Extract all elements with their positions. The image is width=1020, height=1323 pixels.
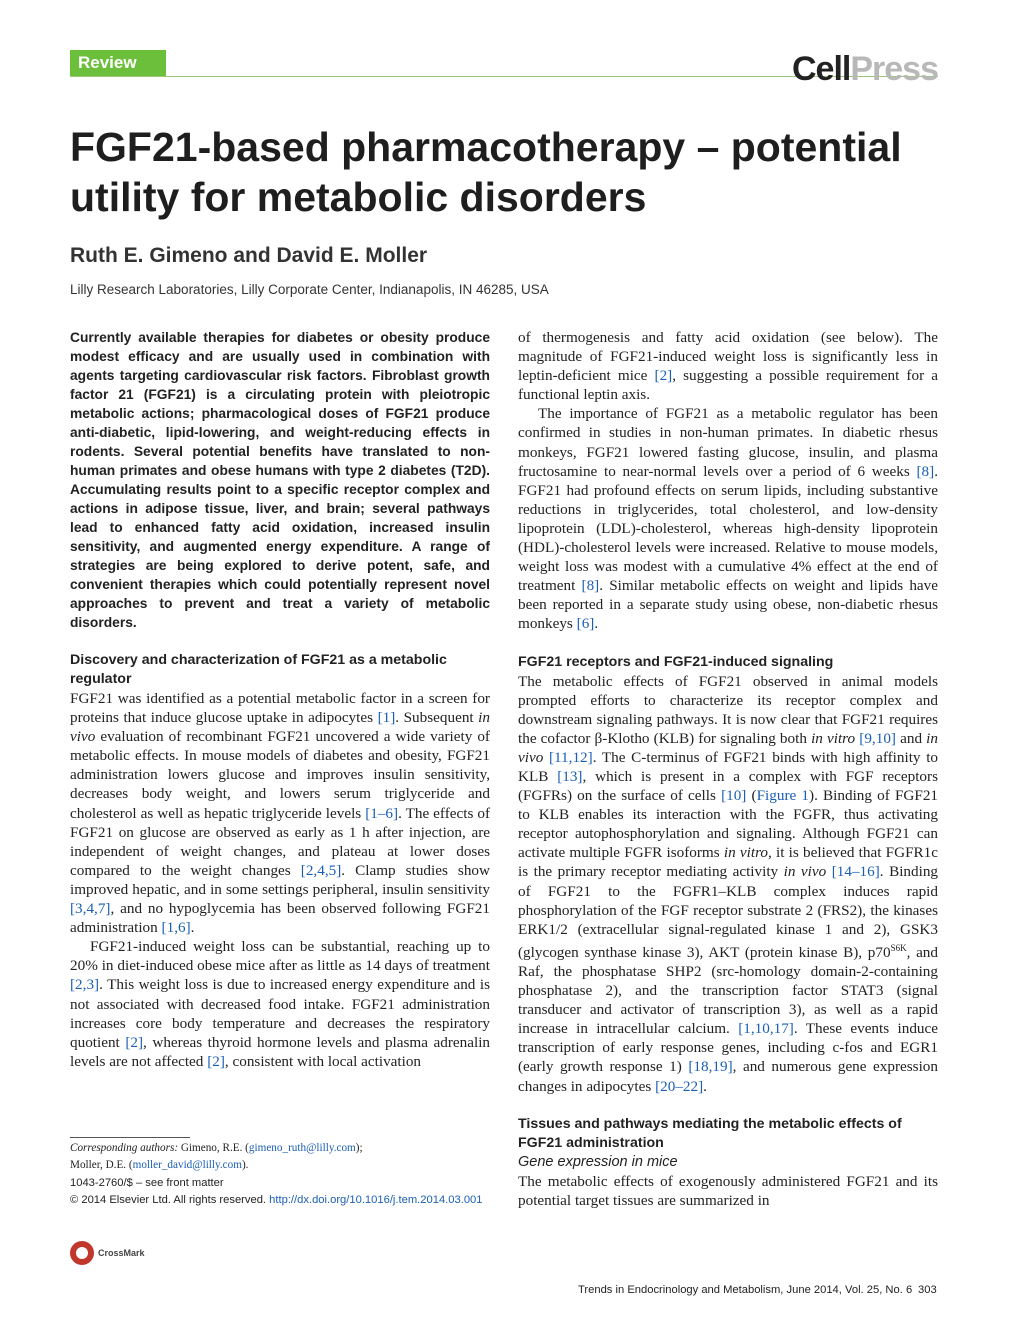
subsection-heading-gene-expression: Gene expression in mice (518, 1153, 678, 1170)
citation-link[interactable]: [2,3] (70, 976, 100, 994)
citation-link[interactable]: [20–22] (655, 1077, 704, 1095)
article-authors: Ruth E. Gimeno and David E. Moller (70, 244, 428, 267)
paragraph-receptors-1: The metabolic effects of FGF21 observed in animal models prompted efforts to characterize its receptor complex and downstream signaling pathways. It is now clear that FGF21 requires the cofactor β-Klotho (KLB) for signaling both in vitro [9,10] and in vivo [11,12]. The C-terminus of FGF21 binds with high affinity to KLB [13], which is present in a complex with FGF receptors (FGFRs) on the surface of cells [10] (Figure 1). Binding of FGF21 to KLB enables its interaction with the FGFR, thus activating receptor autophosphorylation and signaling. Although FGF21 can activate multiple FGFR isoforms in vitro, it is believed that FGFR1c is the primary receptor mediating activity in vivo [14–16]. Binding of FGF21 to the FGFR1–KLB complex induces rapid phosphorylation of the FGF receptor substrate 2 (FRS2), the kinases ERK1/2 (extracellular signal-regulated kinase 1 and 2), GSK3 (glycogen synthase kinase 3), AKT (protein kinase B), $p70^{S6K}$, and Raf, the phosphatase SHP2 (src-homology domain-2-containing phosphatase 2), and the transcription factor STAT3 (signal transducer and activator of transcription 3), as well as a rapid increase in intracellular calcium. [1,10,17]. These events induce transcription of early response genes, including c-fos and EGR1 (early growth response 1) [18,19], and numerous gene expression changes in adipocytes [20–22]. (518, 672, 939, 1095)
citation-link[interactable]: [1] (377, 709, 396, 727)
copyright-line: © 2014 Elsevier Ltd. All rights reserved. http://dx.doi.org/10.1016/j.tem.2014.03.001 (70, 1194, 483, 1206)
left-column (70, 328, 490, 1071)
section-heading-tissues: Tissues and pathways mediating the metabolic effects of FGF21 administration (518, 1115, 902, 1151)
email-link[interactable]: gimeno_ruth@lilly.com (248, 1142, 356, 1154)
paragraph-discovery-1: FGF21 was identified as a potential metabolic factor in a screen for proteins that induce glucose uptake in adipocytes [1]. Subsequent in vivo evaluation of recombinant FGF21 uncovered a wide variety of metabolic effects. In mouse models of diabetes and obesity, FGF21 administration lowers glucose and improves insulin sensitivity, decreases body weight, and lowers serum triglyceride and cholesterol as well as hepatic triglyceride levels [1–6]. The effects of FGF21 on glucose are observed as early as 1 h after injection, are independent of weight changes, and plateau at lower doses compared to the weight changes [2,4,5]. Clamp studies show improved hepatic, and in some settings peripheral, insulin sensitivity [3,4,7], and no hypoglycemia has been observed following FGF21 administration [1,6]. (70, 690, 490, 937)
citation-link[interactable]: [2,4,5] (300, 861, 342, 879)
citation-link[interactable]: [3,4,7] (70, 900, 111, 918)
front-matter (70, 1175, 483, 1209)
citation-link[interactable]: [8] (581, 577, 600, 595)
right-column (518, 328, 938, 1210)
citation-link[interactable]: [13] (557, 767, 583, 785)
logo-press: Press (850, 50, 938, 88)
figure-link[interactable]: Figure 1 (756, 787, 810, 805)
citation-link[interactable]: [1–6] (365, 804, 399, 822)
review-tag: Review (70, 50, 166, 76)
paragraph-tissues-1: The metabolic effects of exogenously administered FGF21 and its potential target tissues are summarized in (518, 1172, 938, 1209)
section-heading-receptors: FGF21 receptors and FGF21-induced signaling (518, 653, 834, 670)
citation-link[interactable]: [2] (125, 1033, 144, 1051)
paragraph-discovery-2-cont: of thermogenesis and fatty acid oxidation (see below). The magnitude of FGF21-induced weight loss is significantly less in leptin-deficient mice [2], suggesting a possible requirement for a functional leptin axis. (518, 329, 938, 404)
abstract: Currently available therapies for diabetes or obesity produce modest efficacy and are usually used in combination with agents targeting cardiovascular risk factors. Fibroblast growth factor 21 (FGF21) is a circulating protein with pleiotropic metabolic actions; pharmacological doses of FGF21 produce anti-diabetic, lipid-lowering, and weight-reducing effects in rodents. Several potential benefits have translated to non-human primates and obese humans with type 2 diabetes (T2D). Accumulating results point to a specific receptor complex and actions in adipose tissue, liver, and brain; several pathways lead to enhanced fatty acid oxidation, increased insulin sensitivity, and augmented energy expenditure. A range of strategies are being explored to derive potent, safe, and convenient therapies which could potentially represent novel approaches to prevent and treat a variety of metabolic disorders. (70, 330, 490, 630)
paragraph-discovery-2: FGF21-induced weight loss can be substantial, reaching up to 20% in diet-induced obese mice after as little as 14 days of treatment [2,3]. This weight loss is due to increased energy expenditure and is not associated with decreased food intake. FGF21 administration increases core body temperature and decreases the respiratory quotient [2], whereas thyroid hormone levels and plasma adrenalin levels are not affected [2], consistent with local activation (70, 938, 491, 1070)
citation-link[interactable]: [6] (576, 615, 595, 633)
citation-link[interactable]: [1,6] (161, 919, 191, 937)
corresponding-authors: Corresponding authors: Gimeno, R.E. (gimeno_ruth@lilly.com); (70, 1142, 363, 1154)
crossmark-label: CrossMark (98, 1248, 145, 1258)
section-heading-discovery: Discovery and characterization of FGF21 as a metabolic regulator (70, 652, 447, 687)
citation-link[interactable]: [10] (721, 787, 747, 805)
article-affiliation: Lilly Research Laboratories, Lilly Corporate Center, Indianapolis, IN 46285, USA (70, 282, 549, 297)
citation-link[interactable]: [8] (916, 462, 935, 480)
doi-link[interactable]: http://dx.doi.org/10.1016/j.tem.2014.03.001 (269, 1194, 483, 1206)
footnote-rule (70, 1137, 190, 1138)
issn-line: 1043-2760/$ – see front matter (70, 1177, 224, 1189)
citation-link[interactable]: [1,10,17] (738, 1020, 794, 1038)
citation-link[interactable]: [9,10] (859, 729, 896, 747)
logo-cell: Cell (792, 50, 851, 88)
page-number: 303 (918, 1284, 937, 1296)
paragraph-discovery-3: The importance of FGF21 as a metabolic regulator has been confirmed in studies in non-human primates. In diabetic rhesus monkeys, FGF21 lowered fasting glucose, insulin, and plasma fructosamine to near-normal levels over a period of 6 weeks [8]. FGF21 had profound effects on serum lipids, including substantive reductions in triglycerides, total cholesterol, and low-density lipoprotein (LDL)-cholesterol, whereas high-density lipoprotein (HDL)-cholesterol levels were increased. Relative to mouse models, weight loss was modest with a cumulative 4% effect at the end of treatment [8]. Similar metabolic effects on weight and lipids have been reported in a separate study using obese, non-diabetic rhesus monkeys [6]. (518, 405, 938, 633)
citation-link[interactable]: [11,12] (548, 748, 593, 766)
crossmark-icon (70, 1241, 94, 1265)
email-link[interactable]: moller_david@lilly.com (132, 1159, 242, 1171)
cellpress-logo (792, 50, 938, 89)
citation-link[interactable]: [14–16] (831, 863, 880, 881)
running-footer: Trends in Endocrinology and Metabolism, June 2014, Vol. 25, No. 6 (578, 1284, 913, 1296)
citation-link[interactable]: [2] (654, 367, 673, 385)
citation-link[interactable]: [18,19] (688, 1058, 733, 1076)
crossmark-badge[interactable] (70, 1241, 145, 1265)
footnotes (70, 1137, 490, 1174)
corresponding-authors-2: Moller, D.E. (moller_david@lilly.com). (70, 1159, 249, 1171)
article-title: FGF21-based pharmacotherapy – potential utility for metabolic disorders (70, 124, 902, 220)
citation-link[interactable]: [2] (207, 1052, 225, 1070)
